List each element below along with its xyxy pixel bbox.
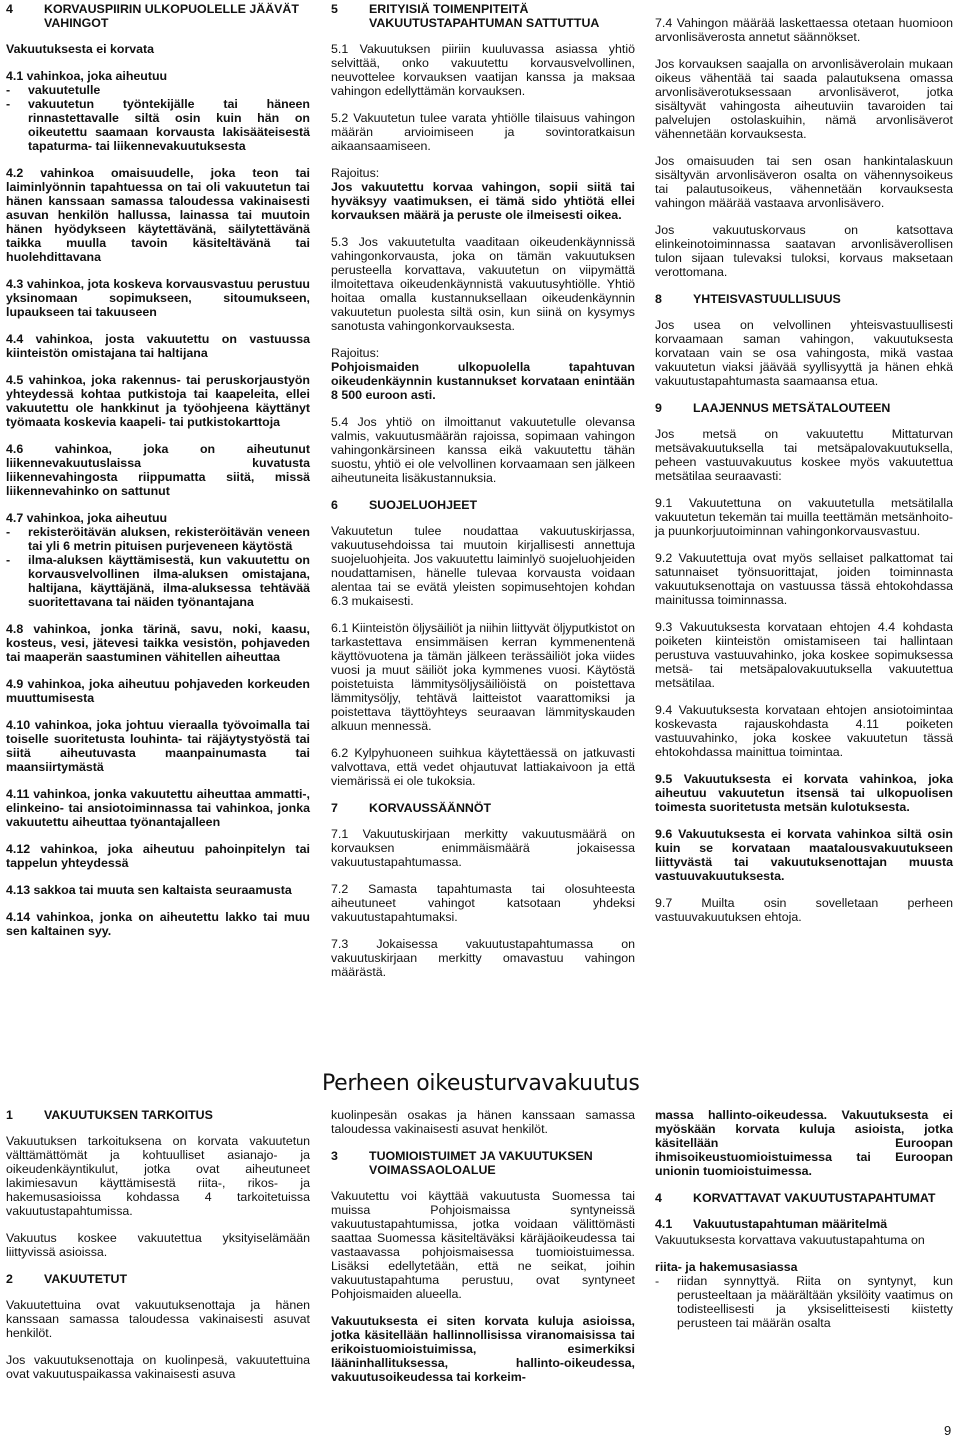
- para-6: Vakuutetun tulee noudattaa vakuutuskirjassa, vakuutusehdoissa tai muutoin kirjallisesti annettuja suojeluohjeita. Jos vakuutettu laiminlyö suojeluohjeiden noudattamisen, hänelle tulevaa korvausta voidaan alentaa tai se evätä yleisten sopimusehtojen kohdan 6.3 mukaisesti.: [331, 524, 635, 608]
- para-3: Vakuutettu voi käyttää vakuutusta Suomessa tai muissa Pohjoismaissa syntyneissä vakuutustapahtumissa, jotka voidaan välittömästi saattaa Suomessa käsiteltäväksi käräjäoikeudessa tai vastaavassa pohjoismaisessa tuomioistuimessa. Lisäksi edellytetään, että ne seikat, joihin vakuutustapahtuma perustuu, ovat syntyneet Pohjoismaiden alueella.: [331, 1189, 635, 1301]
- para-9-2: 9.2 Vakuutettuja ovat myös sellaiset palkattomat tai satunnaiset työnsuorittajat, joiden toiminnasta vakuutuksenottaja on vastuussa tässä ehtokohdassa mainitussa toiminnassa.: [655, 551, 953, 607]
- para-7-1: 7.1 Vakuutuskirjaan merkitty vakuutusmäärä on korvauksen enimmäismäärä jokaisessa vakuutustapahtumassa.: [331, 827, 635, 869]
- para-4-2: 4.2 vahinkoa omaisuudelle, joka teon tai laiminlyönnin tapahtuessa on tai oli vakuutetun tai hänen kanssaan samassa taloudessa vakinaisesti asuvan henkilön hallussa, lainassa tai muutoin hänen hyödykseen käytettävänä, säilytettävänä taikka muulla tavoin käsiteltävänä tai huolehdittavana: [6, 166, 310, 264]
- para-4-1: [6, 69, 310, 153]
- para-7-3: 7.3 Jokaisessa vakuutustapahtumassa on vakuutuskirjaan merkitty omavastuu vahingon määrästä.: [331, 937, 635, 979]
- column-3-top: [655, 16, 953, 937]
- para-4-1-intro: 4.1 vahinkoa, joka aiheutuu: [6, 69, 168, 83]
- para-2: Vakuutettuina ovat vakuutuksenottaja ja hänen kanssaan samassa taloudessa vakinaisesti asuvat henkilöt.: [6, 1298, 310, 1340]
- para-5-3: 5.3 Jos vakuutetulta vaaditaan oikeudenkäynnissä vahingonkorvausta, joka on tämän vakuutuksen perusteella korvattava, vakuutetun on viipymättä ilmoitettava oikeudenkäynnistä vakuutusyhtiölle. Yhtiö hoitaa omalla kustannuksellaan oikeudenkäynnin vakuutetun puolesta siltä osin, kun siinä on kysymys sanotusta vahingonkorvauksesta.: [331, 235, 635, 333]
- section-6-heading: 6 SUOJELUOHJEET: [331, 498, 478, 512]
- limit-text: Jos vakuutettu korvaa vahingon, sopii siitä tai hyväksyy vaatimuksen, ei tämä sido yhtiötä ellei korvauksen määrä ja peruste ole ilmeisesti oikea.: [331, 180, 635, 222]
- para-4-4: 4.4 vahinkoa, josta vakuutettu on vastuussa kiinteistön omistajana tai haltijana: [6, 332, 310, 360]
- para-9: Jos metsä on vakuutettu Mittaturvan metsävakuutuksella tai metsäpalovakuutuksella, peheen vastuuvakuutus koskee myös vakuutettua metsätilaa seuraavasti:: [655, 427, 953, 483]
- para-1: Vakuutuksen tarkoituksena on korvata vakuutetun välttämättömät ja kohtuulliset asianajo- ja oikeudenkäyntikulut, jotka ovat aiheutuneet lakimiesavun käyttämisestä riita-, rikos- ja hakemusasioissa kohdassa 4 tarkoitetuissa vakuutustapahtumissa.: [6, 1134, 310, 1218]
- limit-text: Pohjoismaiden ulkopuolella tapahtuvan oikeudenkäynnin kustannukset korvataan enintään 8 500 euroon asti.: [331, 360, 635, 402]
- section-5-heading: [331, 2, 635, 30]
- list-item: - rekisteröitävän aluksen, rekisteröitävän veneen tai yli 6 metrin pituisen purjeveneen käytöstä: [6, 525, 310, 553]
- para-4-9: 4.9 vahinkoa, joka aiheutuu pohjaveden korkeuden muuttumisesta: [6, 677, 310, 705]
- para-4-11: 4.11 vahinkoa, jonka vakuutettu aiheuttaa ammatti-, elinkeino- tai ansiotoiminnassa tai vahinkoa, jonka vakuutettu aiheuttaa työnantajalleen: [6, 787, 310, 829]
- document-section-title: Perheen oikeusturvavakuutus: [322, 1071, 640, 1096]
- para-9-7: 9.7 Muilta osin sovelletaan perheen vastuuvakuutuksen ehtoja.: [655, 896, 953, 924]
- para-9-3: 9.3 Vakuutuksesta korvataan ehtojen 4.4 kohdasta poiketen kiinteistön omistamiseen tai hallintaan perustuva vastuuvahinko, joka koskee sopimuksessa metsä- tai metsäpalovakuutuksella vakuutettua metsätilaa.: [655, 620, 953, 690]
- para-4-5: 4.5 vahinkoa, joka rakennus- tai peruskorjaustyön yhteydessä kohtaa putkistoja tai kaapeleita, ellei vakuutettu ole hankkinut ja työohjeena käyttänyt työmaata koskevia kaapeli- tai putkistokarttoja: [6, 373, 310, 429]
- para-5-4: 5.4 Jos yhtiö on ilmoittanut vakuutetulle olevansa valmis, vakuutusmäärän rajoissa, sopimaan vahingon vahingonkärsineen kanssa eikä vakuutettu tähän suostu, yhtiö ei ole velvollinen korvaamaan sen jälkeen aiheutuneita lisäkustannuksia.: [331, 415, 635, 485]
- not-covered-label: Vakuutuksesta ei korvata: [6, 42, 155, 56]
- para-9-1: 9.1 Vakuutettuna on vakuutetulla metsätilalla vakuutetun tekemän tai muilla teettämän metsänhoito- ja puunkorjuutoiminnan vahingonkorvausvastuu.: [655, 496, 953, 538]
- para-4-1: Vakuutuksesta korvattava vakuutustapahtuma on: [655, 1233, 925, 1247]
- section-8-heading: 8 YHTEISVASTUULLISUUS: [655, 292, 841, 306]
- para-5-1: 5.1 Vakuutuksen piiriin kuuluvassa asiassa yhtiö selvittää, onko vakuutettu korvausvelvollinen, neuvottelee korvauksen vaatijan kanssa ja maksaa vahingon edellyttämän korvauksen.: [331, 42, 635, 98]
- para-continued: massa hallinto-oikeudessa. Vakuutuksesta ei myöskään korvata kuluja asioista, jotka käsitellään Euroopan ihmisoikeustuomioistuimessa tai Euroopan unionin tuomioistuimessa.: [655, 1108, 953, 1178]
- para-7-4-d: Jos vakuutuskorvaus on katsottava elinkeinotoiminnassa saatavan arvonlisäverollisen tulon sijaan tulevaksi tuloksi, korvaus maksetaan verottomana.: [655, 223, 953, 279]
- list-item: - vakuutetun työntekijälle tai häneen rinnastettavalle siltä osin kuin hän on oikeutettu saamaan korvausta lakisääteisestä tapaturma- tai liikennevakuutuksesta: [6, 97, 310, 153]
- para-continued: kuolinpesän osakas ja hänen kanssaan samassa taloudessa vakinaisesti asuvat henkilöt.: [331, 1108, 635, 1136]
- list-item: - ilma-aluksen käyttämisestä, kun vakuutettu on korvausvelvollinen ilma-aluksen omistajana, haltijana, käyttäjänä, ilma-aluksessa tehtävää suoritettavana tai näiden työnantajana: [6, 553, 310, 609]
- section-4-heading: [6, 2, 310, 30]
- para-7-4: 7.4 Vahingon määrää laskettaessa otetaan huomioon arvonlisäverosta annetut säännökset.: [655, 16, 953, 44]
- section-2-heading: 2 VAKUUTETUT: [6, 1272, 128, 1286]
- para-4-12: 4.12 vahinkoa, joka aiheutuu pahoinpitelyn tai tappelun yhteydessä: [6, 842, 310, 870]
- limit-label: Rajoitus:: [331, 346, 380, 360]
- para-3-b: Vakuutuksesta ei siten korvata kuluja asioissa, jotka käsitellään hallinnollisissa viranomaisissa tai erikoistuomioistuimissa, esimerkiksi lääninhallituksessa, hallinto-oikeudessa, vakuutusoikeudessa tai korkeim-: [331, 1314, 635, 1384]
- section-7-heading: 7 KORVAUSSÄÄNNÖT: [331, 801, 492, 815]
- para-9-4: 9.4 Vakuutuksesta korvataan ehtojen ansiotoimintaa koskevasta rajauskohdasta 4.11 poiketen vastuuvahinko, joka koskee vakuutetun tässä ehtokohdassa mainittua toimintaa.: [655, 703, 953, 759]
- section-4-1-heading: 4.1 Vakuutustapahtuman määritelmä: [655, 1217, 888, 1231]
- para-4-6: 4.6 vahinkoa, joka on aiheutunut liikennevakuutuslaissa kuvatusta liikennevahingosta riippumatta siitä, missä liikennevahinko on sattunut: [6, 442, 310, 498]
- page-number: 9: [944, 1423, 952, 1438]
- para-2-b: Jos vakuutuksenottaja on kuolinpesä, vakuutettuina ovat vakuutuspaikassa vakinaisesti asuva: [6, 1353, 310, 1381]
- para-9-5: 9.5 Vakuutuksesta ei korvata vahinkoa, joka aiheutuu vakuutetun itsensä tai ulkopuolisen toimesta suoritetusta metsän kulotuksesta.: [655, 772, 953, 814]
- heading-text: KORVAUSPIIRIN ULKOPUOLELLE JÄÄVÄT VAHINGOT: [44, 2, 299, 30]
- column-1-top: [6, 2, 310, 951]
- section-4-heading: 4 KORVATTAVAT VAKUUTUSTAPAHTUMAT: [655, 1191, 936, 1205]
- para-7-4-c: Jos omaisuuden tai sen osan hankintalaskuun sisältyvän arvonlisäveron osalta on vähennysoikeus tai palautusoikeus, vähennetään korvauksesta vahingon määrää vastaava arvonlisävero.: [655, 154, 953, 210]
- para-6-1: 6.1 Kiinteistön öljysäiliöt ja niihin liittyvät öljyputkistot on tarkastettava ensimmäisen kerran kymmenentenä käyttövuotena ja tämän jälkeen terässäiliöt joka viides vuosi ja muut säiliöt joka kymmenes vuosi. Käytöstä poistetuista lämmitysöljysäiliöistä on poistettava lämmitysöljy, tehtävä laitteistot vaarattomiksi ja poistettava täyttöyhteys seuraavan lämmityskauden alkuun mennessä.: [331, 621, 635, 733]
- para-5-2: 5.2 Vakuutetun tulee varata yhtiölle tilaisuus vahingon määrän arvioimiseen ja sovintoratkaisun aikaansaamiseen.: [331, 111, 635, 153]
- para-4-10: 4.10 vahinkoa, joka johtuu vieraalla työvoimalla tai toiselle suoritetusta louhinta- tai räjäytystyöstä tai siitä aiheutuvasta maanpainumasta tai maansiirtymästä: [6, 718, 310, 774]
- section-9-heading: 9 LAAJENNUS METSÄTALOUTEEN: [655, 401, 891, 415]
- para-4-14: 4.14 vahinkoa, jonka on aiheutettu lakko tai muu sen kaltainen syy.: [6, 910, 310, 938]
- list-item: - vakuutetulle: [6, 83, 101, 97]
- limit-label: Rajoitus:: [331, 166, 380, 180]
- column-2-top: [331, 2, 635, 992]
- para-8: Jos usea on velvollinen yhteisvastuullisesti korvaamaan saman vahingon, vakuutuksesta korvataan vain se osa vahingosta, mikä vastaa vakuutetun viaksi jäävää syyllisyyttä ja hänen ehkä vakuutustapahtumasta saamaansa etua.: [655, 318, 953, 388]
- para-4-8: 4.8 vahinkoa, jonka tärinä, savu, noki, kaasu, kosteus, vesi, jätevesi taikka vesistön, pohjaveden tai maaperän saastuminen vähitellen aiheuttaa: [6, 622, 310, 664]
- column-2-bottom: [331, 1108, 635, 1397]
- heading-text: ERITYISIÄ TOIMENPITEITÄ VAKUUTUSTAPAHTUMAN SATTUTTUA: [369, 2, 600, 30]
- para-1-b: Vakuutus koskee vakuutettua yksityiselämään liittyvissä asioissa.: [6, 1231, 310, 1259]
- para-4-13: 4.13 sakkoa tai muuta sen kaltaista seuraamusta: [6, 883, 292, 897]
- para-9-6: 9.6 Vakuutuksesta ei korvata vahinkoa siltä osin kuin se korvataan maatalousvakuutukseen liittyvästä tai vakuutuksenottajan muusta vastuuvakuutuksesta.: [655, 827, 953, 883]
- section-1-heading: 1 VAKUUTUKSEN TARKOITUS: [6, 1108, 213, 1122]
- column-3-bottom: [655, 1108, 953, 1330]
- para-7-4-b: Jos korvauksen saajalla on arvonlisäverolain mukaan oikeus vähentää tai saada palautuksena omassa arvonlisäverotuksessaan arvonlisäverot, jotka sisältyvät vahingosta aiheutuviin tavaroiden tai palvelujen ostolaskuihin, nämä arvonlisäverot vähennetään korvauksesta.: [655, 57, 953, 141]
- para-7-2: 7.2 Samasta tapahtumasta tai olosuhteesta aiheutuneet vahingot katsotaan yhdeksi vakuutustapahtumaksi.: [331, 882, 635, 924]
- heading-number: 5: [331, 2, 338, 16]
- para-4-7-intro: 4.7 vahinkoa, joka aiheutuu: [6, 511, 168, 525]
- para-4-7: [6, 511, 310, 609]
- sub-heading: riita- ja hakemusasiassa: [655, 1260, 798, 1274]
- para-4-3: 4.3 vahinkoa, jota koskeva korvausvastuu perustuu yksinomaan sopimukseen, sitoumukseen, lupaukseen tai takuuseen: [6, 277, 310, 319]
- para-6-2: 6.2 Kylpyhuoneen suihkua käytettäessä on jatkuvasti valvottava, että vedet ohjautuvat lattiakaivoon ja että viemärissä ei ole tukoksia.: [331, 746, 635, 788]
- column-1-bottom: [6, 1108, 310, 1394]
- heading-number: 4: [6, 2, 13, 16]
- list-item: - riidan synnyttyä. Riita on syntynyt, kun perusteeltaan ja määrältään yksilöity vaatimus on todisteellisesti ja yksiselitteisesti kiistetty perusteen tai määrän osalta: [655, 1274, 953, 1330]
- section-3-heading: 3 TUOMIOISTUIMET JA VAKUUTUKSEN VOIMASSAOLOALUE: [331, 1149, 593, 1177]
